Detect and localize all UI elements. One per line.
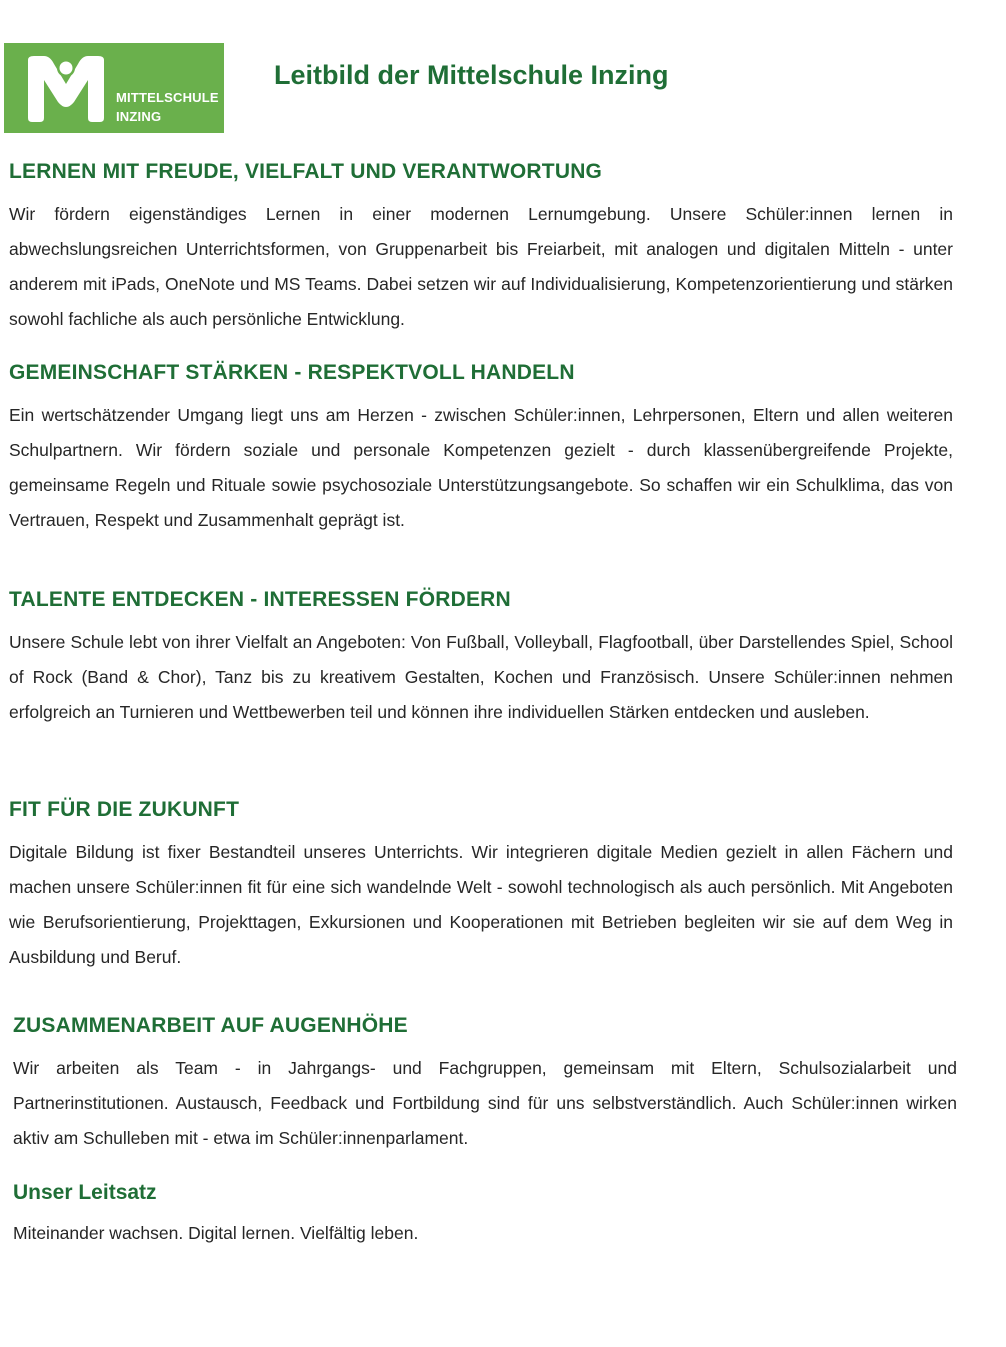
- section-text: Digitale Bildung ist fixer Bestandteil unseres Unterrichts. Wir integrieren digitale Medien gezielt in allen Fächern und machen unsere Schüler:innen fit für eine sich wandelnde Welt - sowohl technologisch als auch persönlich. Mit Angeboten wie Berufsorientierung, Projekttagen, Exkursionen und Kooperationen mit Betrieben begleiten wir sie auf dem Weg in Ausbildung und Beruf.: [9, 842, 953, 967]
- section-text: Unsere Schule lebt von ihrer Vielfalt an Angeboten: Von Fußball, Volleyball, Flagfootball, über Darstellendes Spiel, School of Rock (Band & Chor), Tanz bis zu kreativem Gestalten, Kochen und Französisch. Unsere Schüler:innen nehmen erfolgreich an Turnieren und Wettbewerben teil und können ihre individuellen Stärken entdecken und ausleben.: [9, 632, 953, 722]
- section-heading: ZUSAMMENARBEIT AUF AUGENHÖHE: [13, 1014, 408, 1037]
- section-heading: TALENTE ENTDECKEN - INTERESSEN FÖRDERN: [9, 588, 511, 611]
- section-heading: FIT FÜR DIE ZUKUNFT: [9, 798, 240, 821]
- section-heading: Unser Leitsatz: [13, 1181, 157, 1204]
- section-heading: GEMEINSCHAFT STÄRKEN - RESPEKTVOLL HANDELN: [9, 361, 575, 384]
- school-logo: [4, 43, 224, 133]
- logo-line-1: MITTELSCHULE: [116, 90, 219, 105]
- logo-m-icon: [22, 52, 110, 124]
- section-talente: [9, 587, 953, 730]
- page-title: Leitbild der Mittelschule Inzing: [274, 60, 669, 90]
- logo-line-2: INZING: [116, 109, 162, 124]
- section-text: Wir arbeiten als Team - in Jahrgangs- und Fachgruppen, gemeinsam mit Eltern, Schulsozialarbeit und Partnerinstitutionen. Austausch, Feedback und Fortbildung sind für uns selbstverständlich. Auch Schüler:innen wirken aktiv am Schulleben mit - etwa im Schüler:innenparlament.: [13, 1058, 957, 1148]
- section-text: Wir fördern eigenständiges Lernen in einer modernen Lernumgebung. Unsere Schüler:innen lernen in abwechslungsreichen Unterrichtsformen, von Gruppenarbeit bis Freiarbeit, mit analogen und digitalen Mitteln - unter anderem mit iPads, OneNote und MS Teams. Dabei setzen wir auf Individualisierung, Kompetenzorientierung und stärken sowohl fachliche als auch persönliche Entwicklung.: [9, 204, 953, 329]
- section-gemeinschaft: [9, 360, 953, 538]
- section-heading: LERNEN MIT FREUDE, VIELFALT UND VERANTWORTUNG: [9, 160, 603, 183]
- section-text: Ein wertschätzender Umgang liegt uns am Herzen - zwischen Schüler:innen, Lehrpersonen, Eltern und allen weiteren Schulpartnern. Wir fördern soziale und personale Kompetenzen gezielt - durch klassenübergreifende Projekte, gemeinsame Regeln und Rituale sowie psychosoziale Unterstützungsangebote. So schaffen wir ein Schulklima, das von Vertrauen, Respekt und Zusammenhalt geprägt ist.: [9, 405, 953, 530]
- section-leitsatz: [13, 1180, 957, 1251]
- section-lernen: [9, 159, 953, 337]
- section-text: Miteinander wachsen. Digital lernen. Vielfältig leben.: [13, 1223, 419, 1243]
- section-zusammenarbeit: [13, 1013, 957, 1156]
- section-zukunft: [9, 797, 953, 975]
